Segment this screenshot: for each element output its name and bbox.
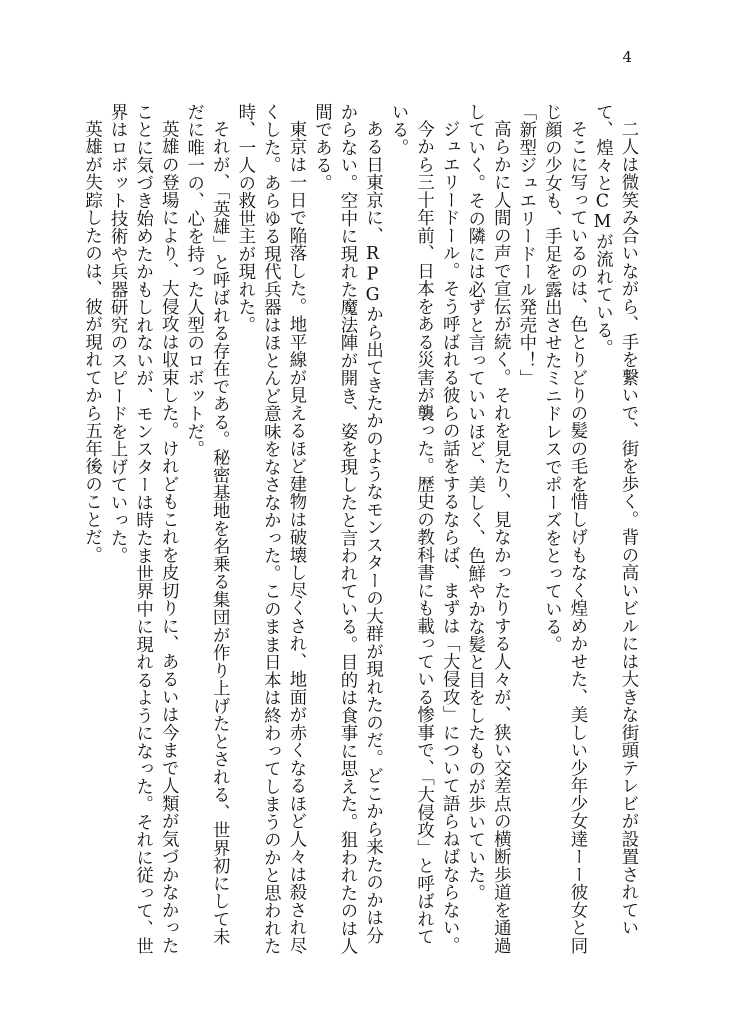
paragraph: 英雄が失踪したのは、彼が現れてから五年後のことだ。 xyxy=(81,120,102,565)
paragraph: 英雄の登場により、大侵攻は収束した。けれどもこれを皮切りに、あるいは今まで人類が気づかなかったことに気づき始めたかもしれないが、モンスターは時たま世界中に現れるようになった。それに従って、世界はロボット技術や兵器研究のスピードを上げていった。 xyxy=(107,103,179,955)
paragraph-dialogue: 「新型ジュエリードール発売中！」 xyxy=(515,103,536,387)
paragraph: 二人は微笑み合いながら、手を繋いで、街を歩く。背の高いビルには大きな街頭テレビが設置されていて、煌々とCMが流れている。 xyxy=(592,103,638,937)
paragraph: ジュエリードール。そう呼ばれる彼らの話をするならば、まずは「大侵攻」について語らねばならない。 xyxy=(439,120,460,955)
paragraph: 今から三十年前、日本をある災害が襲った。歴史の教科書にも載っている惨事で、「大侵攻」と呼ばれている。 xyxy=(388,103,434,946)
paragraph: 高らかに人間の声で宣伝が続く。それを見たり、見なかったりする人々が、狭い交差点の横断歩道を通過していく。その隣には必ずと言っていいほど、美しく、色鮮やかな髪と目をしたものが歩いていた。 xyxy=(464,103,511,955)
page-number: 4 xyxy=(622,48,632,66)
novel-text-body xyxy=(81,103,640,958)
paragraph: そこに写っているのは、色とりどりの髪の毛を惜しげもなく煌めかせた、美しい少年少女達ーー彼女と同じ顔の少女も、手足を露出させたミニドレスでポーズをとっている。 xyxy=(541,103,587,955)
paragraph: それが、「英雄」と呼ばれる存在である。秘密基地を名乗る集団が作り上げたとされる、世界初にして未だに唯一の、心を持った人型のロボットだ。 xyxy=(183,103,230,946)
paragraph: 東京は一日で陥落した。地平線が見えるほど建物は破壊し尽くされ、地面が赤くなるほど人々は殺され尽くした。あらゆる現代兵器はほとんど意味をなさなかった。このまま日本は終わってしまうのかと思われた時、一人の救世主が現れた。 xyxy=(234,103,306,955)
paragraph: ある日東京に、RPGから出てきたかのようなモンスターの大群が現れたのだ。どこから来たのかは分からない。空中に現れた魔法陣が開き、姿を現したと言われている。目的は食事に思えた。狙われたのは人間である。 xyxy=(311,103,383,955)
